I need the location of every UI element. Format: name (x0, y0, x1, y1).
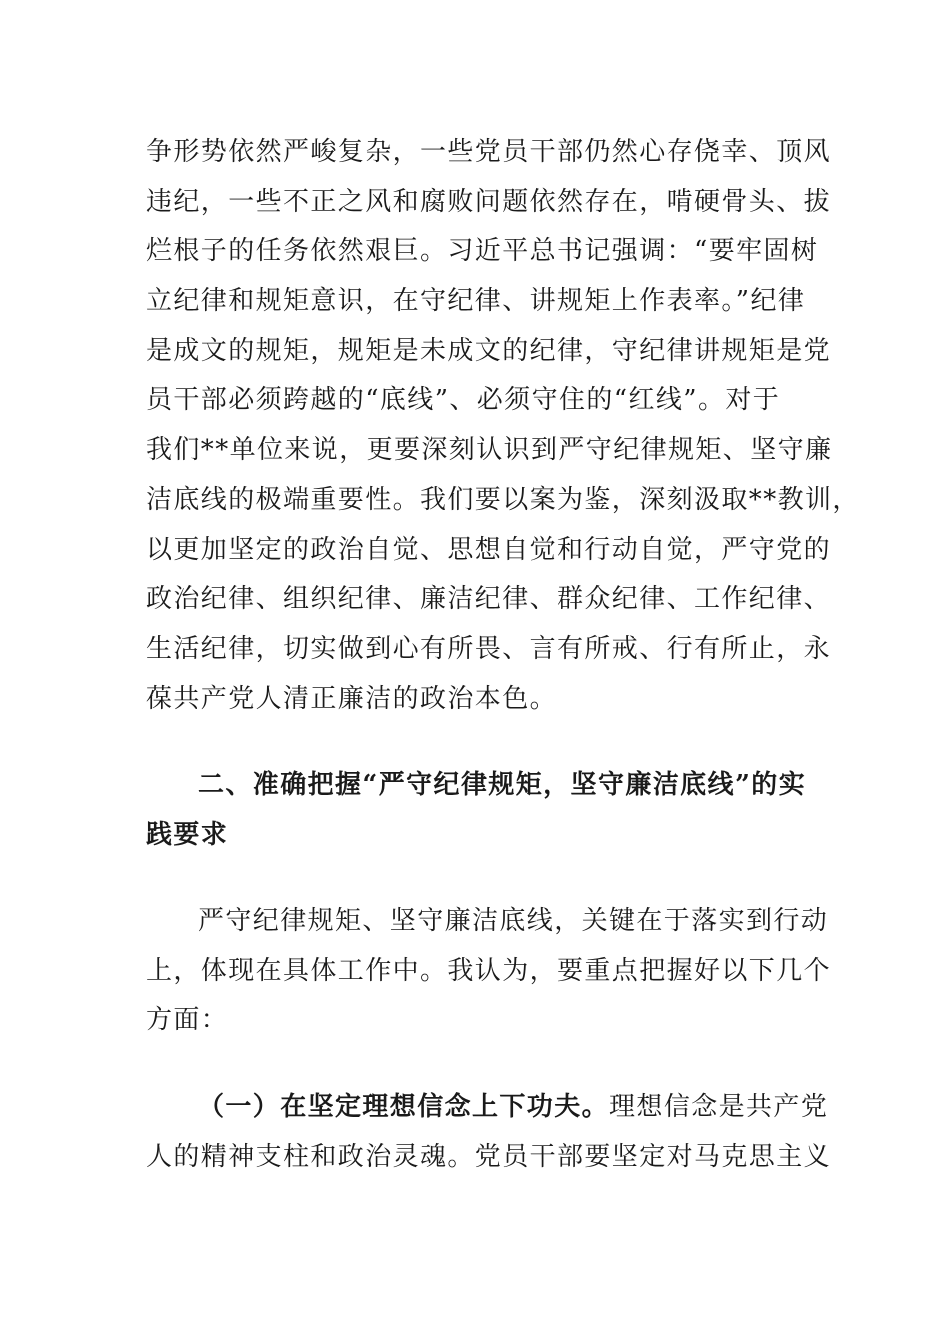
paragraph-line: 葆共产党人清正廉洁的政治本色。 (146, 684, 558, 714)
paragraph-line: 政治纪律、组织纪律、廉洁纪律、群众纪律、工作纪律、 (146, 584, 832, 614)
paragraph-line: 生活纪律，切实做到心有所畏、言有所戒、行有所止，永 (146, 634, 832, 664)
paragraph-line: 是成文的规矩，规矩是未成文的纪律，守纪律讲规矩是党 (146, 336, 832, 366)
section-heading-line: 践要求 (146, 820, 229, 850)
paragraph-line: 烂根子的任务依然艰巨。习近平总书记强调：“要牢固树 (146, 236, 819, 266)
paragraph-line (198, 1089, 829, 1125)
paragraph-line: 人的精神支柱和政治灵魂。党员干部要坚定对马克思主义 (146, 1142, 832, 1172)
section-heading-line: 二、准确把握“严守纪律规矩，坚守廉洁底线”的实 (198, 770, 807, 800)
paragraph-line: 争形势依然严峻复杂，一些党员干部仍然心存侥幸、顶风 (146, 137, 832, 167)
subsection-lead: （一）在坚定理想信念上下功夫。 (198, 1092, 610, 1122)
paragraph-line: 上，体现在具体工作中。我认为，要重点把握好以下几个 (146, 956, 832, 986)
paragraph-line: 员干部必须跨越的“底线”、必须守住的“红线”。对于 (146, 385, 781, 415)
paragraph-line: 严守纪律规矩、坚守廉洁底线，关键在于落实到行动 (198, 906, 829, 936)
paragraph-line: 违纪，一些不正之风和腐败问题依然存在，啃硬骨头、拔 (146, 187, 832, 217)
paragraph-line: 立纪律和规矩意识，在守纪律、讲规矩上作表率。”纪律 (146, 286, 806, 316)
paragraph-line: 以更加坚定的政治自觉、思想自觉和行动自觉，严守党的 (146, 535, 832, 565)
paragraph-text: 理想信念是共产党 (609, 1092, 829, 1122)
paragraph-line: 方面： (146, 1005, 229, 1035)
paragraph-line: 洁底线的极端重要性。我们要以案为鉴，深刻汲取**教训， (146, 485, 860, 515)
paragraph-line: 我们**单位来说，更要深刻认识到严守纪律规矩、坚守廉 (146, 435, 833, 465)
